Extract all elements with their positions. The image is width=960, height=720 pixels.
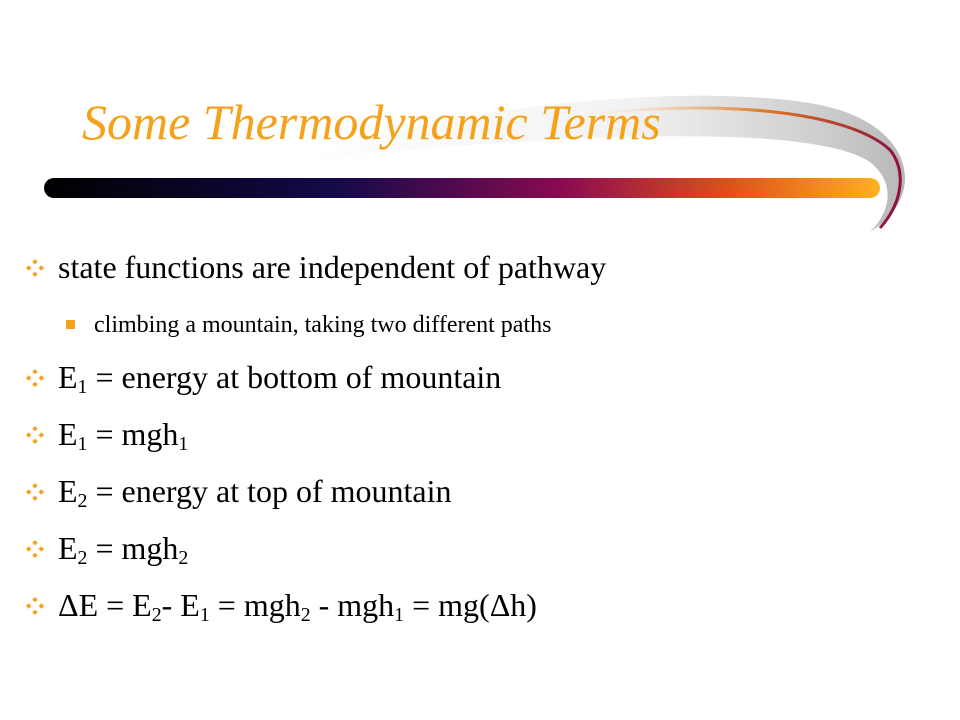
- text-segment: E: [58, 359, 78, 395]
- sub-bullet-item: [94, 310, 551, 340]
- subscript: 2: [178, 546, 189, 569]
- text-segment: = energy at bottom of mountain: [87, 359, 502, 395]
- bullet-item: [58, 529, 188, 567]
- text-segment: - mgh: [310, 587, 395, 623]
- text-segment: = energy at top of mountain: [87, 473, 452, 509]
- subscript: 1: [77, 432, 88, 455]
- four-diamond-star-icon: [26, 369, 44, 387]
- text-segment: = mgh: [209, 587, 301, 623]
- subscript: 1: [394, 603, 405, 626]
- text-segment: - E: [161, 587, 200, 623]
- bullet-item: [58, 415, 188, 453]
- text-segment: ΔE: [58, 587, 107, 623]
- sub-bullet-text: climbing a mountain, taking two different paths: [94, 312, 552, 338]
- text-segment: E: [124, 587, 152, 623]
- subscript: 1: [77, 375, 88, 398]
- text-segment: E: [58, 530, 78, 566]
- bullet-item: [58, 358, 501, 396]
- text-segment: E: [58, 416, 78, 452]
- square-bullet-icon: [66, 320, 75, 329]
- four-diamond-star-icon: [26, 259, 44, 277]
- bullet-item: [58, 248, 606, 286]
- bullet-item: [58, 586, 537, 624]
- bullet-item: [58, 472, 452, 510]
- four-diamond-star-icon: [26, 540, 44, 558]
- four-diamond-star-icon: [26, 483, 44, 501]
- subscript: 1: [178, 432, 189, 455]
- text-segment: =: [106, 587, 125, 623]
- text-segment: = mg(Δh): [404, 587, 537, 623]
- text-segment: = mgh: [87, 416, 179, 452]
- four-diamond-star-icon: [26, 426, 44, 444]
- four-diamond-star-icon: [26, 597, 44, 615]
- subscript: 1: [199, 603, 210, 626]
- subscript: 2: [151, 603, 162, 626]
- slide-title: Some Thermodynamic Terms: [82, 94, 661, 150]
- text-segment: E: [58, 473, 78, 509]
- text-segment: = mgh: [87, 530, 179, 566]
- subscript: 2: [77, 546, 88, 569]
- subscript: 2: [300, 603, 311, 626]
- bullet-text: state functions are independent of pathway: [58, 249, 607, 285]
- subscript: 2: [77, 489, 88, 512]
